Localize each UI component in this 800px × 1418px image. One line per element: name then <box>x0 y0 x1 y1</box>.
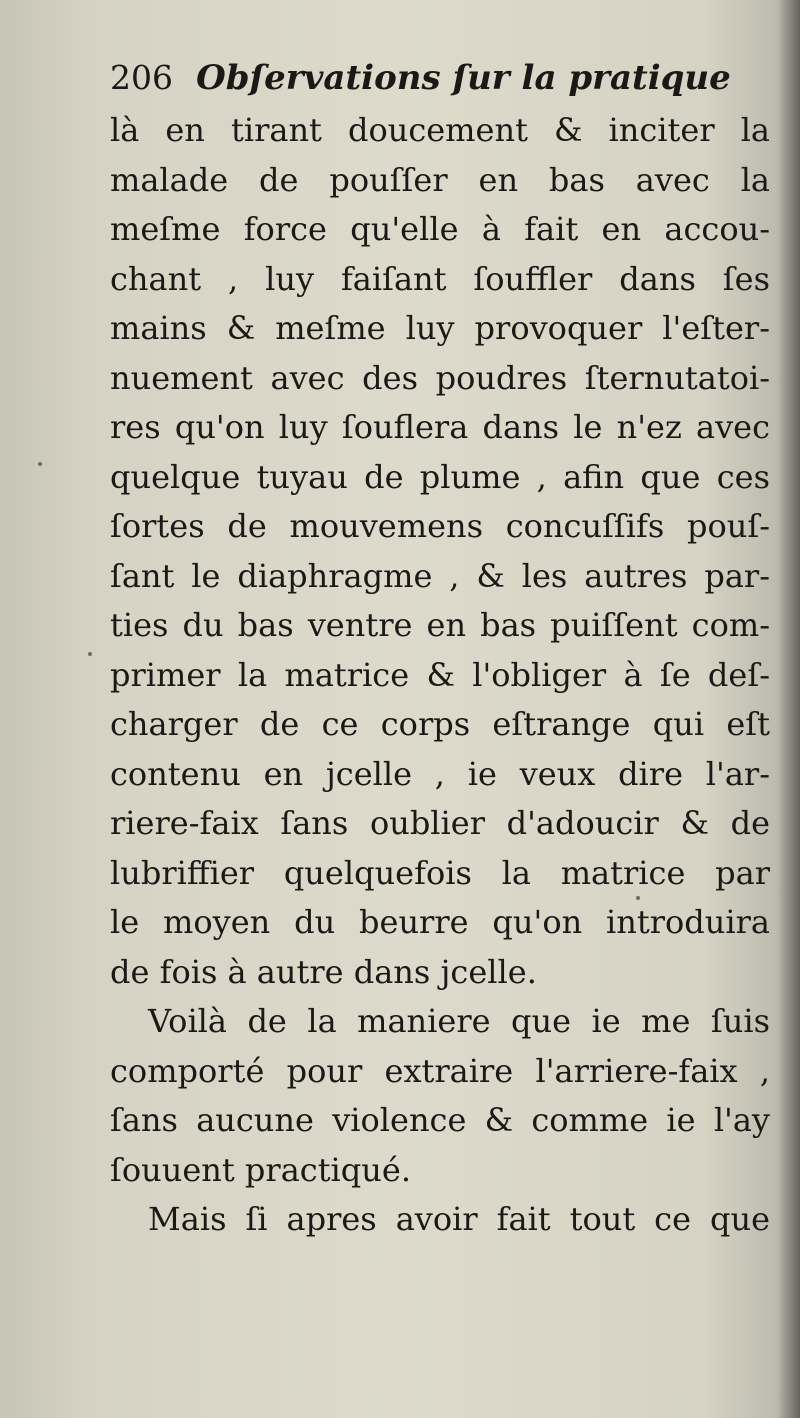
page-header <box>110 58 750 102</box>
text-line: riere-faix ſans oublier d'adoucir & de <box>110 804 770 842</box>
text-line: malade de pouſſer en bas avec la <box>110 160 770 199</box>
text-line: primer la matrice & l'obliger à ſe deſ- <box>110 655 770 694</box>
text-line: le moyen du beurre qu'on introduira <box>110 903 770 941</box>
text-line: res qu'on luy ſouflera dans le n'ez avec <box>110 408 770 446</box>
paper-speck <box>88 652 92 656</box>
text-line: nuement avec des poudres ſternutatoi- <box>110 358 770 397</box>
text-line: ſant le diaphragme , & les autres par- <box>110 556 770 595</box>
paper-speck <box>636 896 640 900</box>
paper-speck <box>38 462 42 466</box>
text-line: chant , luy faiſant ſouffler dans ſes <box>110 259 770 298</box>
text-line: lubriffier quelquefois la matrice par <box>110 853 770 892</box>
page-number: 206 <box>110 58 173 97</box>
paragraph-start-line: Voilà de la maniere que ie me ſuis <box>148 1002 770 1040</box>
text-line: ties du bas ventre en bas puiſſent com- <box>110 606 770 644</box>
running-title: Obſervations ſur la pratique <box>196 58 731 98</box>
text-line: là en tirant doucement & inciter la <box>110 111 770 149</box>
text-line: ſortes de mouvemens concuſſifs pouſ- <box>110 507 770 545</box>
body-text <box>110 106 770 1245</box>
text-line: mains & meſme luy provoquer l'eſter- <box>110 309 770 347</box>
text-line: comporté pour extraire l'arriere-faix , <box>110 1051 770 1090</box>
text-line: quelque tuyau de plume , afin que ces <box>110 457 770 496</box>
text-line: meſme force qu'elle à fait en accou- <box>110 210 770 248</box>
text-line: ſans aucune violence & comme ie l'ay <box>110 1101 770 1139</box>
paragraph-end-line: de fois à autre dans jcelle. <box>110 952 537 991</box>
paragraph-start-line: Mais ſi apres avoir fait tout ce que <box>148 1200 770 1238</box>
text-line: contenu en jcelle , ie veux dire l'ar- <box>110 754 770 793</box>
page-gutter-shadow <box>778 0 800 1418</box>
text-line: charger de ce corps eſtrange qui eſt <box>110 705 770 743</box>
paragraph-end-line: ſouuent practiqué. <box>110 1150 411 1189</box>
